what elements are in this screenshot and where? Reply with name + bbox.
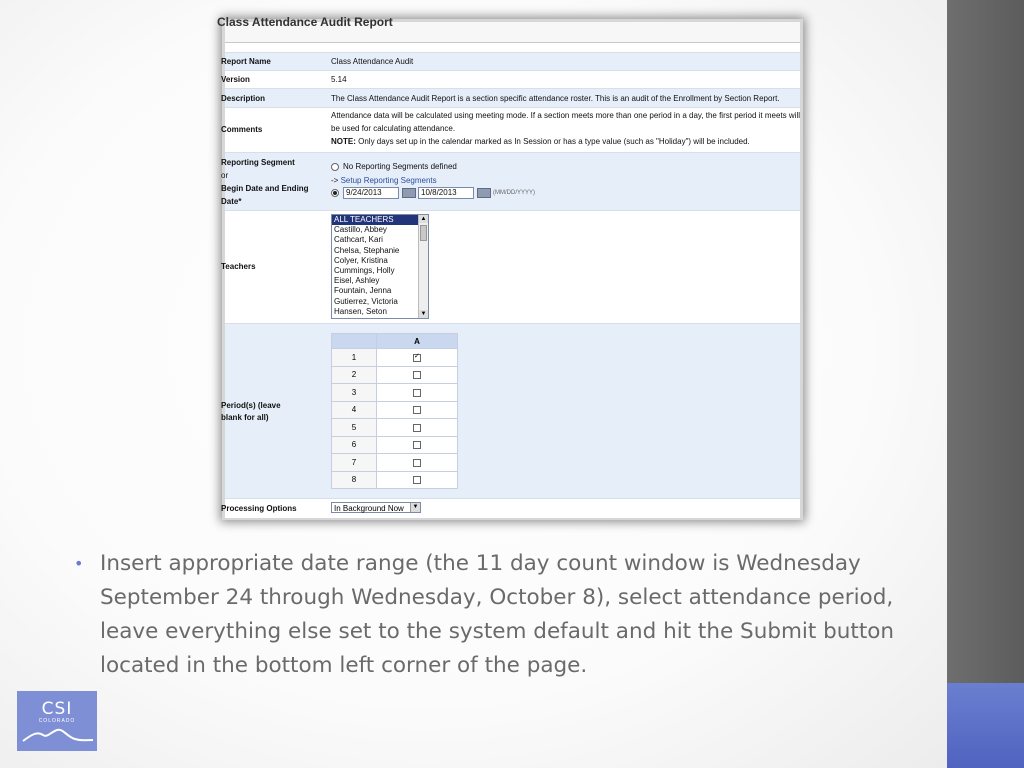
period-checkbox[interactable] [413,459,421,467]
logo-state-text: COLORADO [38,718,76,724]
period-checkbox[interactable] [413,371,421,379]
instruction-text: Insert appropriate date range (the 11 day count window is Wednesday September 24 through Wednesday, October 8), select attendance period, leave everything else set to the system default and hit the Submit button located in the bottom left corner of the page. [100,551,895,678]
table-row [332,436,458,454]
version-label: Version [221,75,250,84]
processing-options-value: In Background Now [334,504,404,513]
scroll-up-icon[interactable]: ▲ [420,216,427,222]
list-item[interactable]: Colyer, Kristina [334,255,388,265]
table-row [332,366,458,384]
period-number: 1 [332,349,377,367]
teachers-listbox[interactable] [331,214,429,319]
calendar-icon[interactable] [402,188,416,198]
date-format-hint: (MM/DD/YYYY) [493,190,535,196]
scroll-thumb[interactable] [420,225,427,241]
begin-end-label: Begin Date and Ending [221,184,309,193]
date-label: Date* [221,197,242,206]
table-row [332,471,458,489]
periods-label-line-2: blank for all) [221,413,269,422]
setup-segments-line [331,176,437,185]
right-sidebar-bar [947,0,1024,768]
reporting-segment-row [221,152,800,210]
or-label: or [221,171,229,180]
teachers-label: Teachers [221,262,256,271]
calendar-icon[interactable] [477,188,491,198]
chevron-down-icon[interactable]: ▼ [410,503,420,512]
periods-row [221,323,800,498]
date-range-radio[interactable] [331,189,339,197]
report-name-label: Report Name [221,57,271,66]
setup-arrow: -> [331,176,339,185]
period-number: 8 [332,471,377,489]
periods-corner [332,334,377,349]
scroll-down-icon[interactable]: ▼ [420,311,427,317]
table-row [332,384,458,402]
comments-note-text: Only days set up in the calendar marked as In Session or has a type value (such as "Holiday") will be included. [355,137,750,146]
table-row [332,454,458,472]
teachers-scrollbar[interactable] [418,215,428,318]
period-checkbox[interactable] [413,389,421,397]
setup-segments-link[interactable]: Setup Reporting Segments [340,176,437,185]
bullet-icon: • [74,554,84,573]
report-title: Class Attendance Audit Report [217,15,393,29]
no-segments-option[interactable] [331,162,457,171]
mountain-icon [17,691,97,751]
period-number: 7 [332,454,377,472]
period-number: 5 [332,419,377,437]
table-row [332,401,458,419]
comments-row [221,107,800,152]
list-item[interactable]: Cathcart, Kari [334,235,383,245]
list-item[interactable]: Hansen, Seton [334,306,387,316]
period-number: 6 [332,436,377,454]
table-row [332,349,458,367]
period-number: 4 [332,401,377,419]
description-value: The Class Attendance Audit Report is a section specific attendance roster. This is an audit of the Enrollment by Section Report. [331,94,780,103]
table-row [332,419,458,437]
sidebar-accent-block [947,683,1024,768]
no-segments-text: No Reporting Segments defined [343,162,457,171]
list-item[interactable]: Eisel, Ashley [334,276,380,286]
comments-note [331,137,750,146]
list-item[interactable]: Chelsa, Stephanie [334,245,400,255]
period-number: 3 [332,384,377,402]
comments-line-2: be used for calculating attendance. [331,124,456,133]
comments-label: Comments [221,125,263,134]
csi-colorado-logo [17,691,97,751]
end-date-input[interactable]: 10/8/2013 [418,187,474,199]
no-segments-radio[interactable] [331,163,339,171]
comments-note-label: NOTE: [331,137,356,146]
comments-line-1: Attendance data will be calculated using meeting mode. If a section meets more than one period in a day, the first period it meets will [331,111,800,120]
date-range-option [331,187,535,199]
processing-options-select[interactable] [331,502,421,513]
teachers-row [221,210,800,323]
periods-label-line-1: Period(s) (leave [221,401,281,410]
list-item[interactable]: Castillo, Abbey [334,225,387,235]
period-checkbox[interactable] [413,424,421,432]
period-checkbox[interactable] [413,354,421,362]
list-item[interactable]: Gutierrez, Victoria [334,296,398,306]
report-header [217,15,800,43]
instruction-bullet [74,547,934,683]
description-label: Description [221,94,266,103]
logo-csi-text: CSI [41,699,73,719]
periods-table [331,333,458,489]
periods-column-header: A [377,334,458,349]
period-number: 2 [332,366,377,384]
report-name-value: Class Attendance Audit [331,57,414,66]
period-checkbox[interactable] [413,476,421,484]
description-row [221,88,800,107]
version-value: 5.14 [331,75,347,84]
report-screenshot [217,15,800,517]
list-item[interactable]: Fountain, Jenna [334,286,392,296]
period-checkbox[interactable] [413,406,421,414]
processing-options-label: Processing Options [221,504,297,513]
list-item[interactable]: Cummings, Holly [334,265,395,275]
list-item[interactable]: ALL TEACHERS [332,215,428,225]
processing-options-row [221,498,800,518]
report-name-row [221,52,800,70]
period-checkbox[interactable] [413,441,421,449]
version-row [221,70,800,88]
begin-date-input[interactable]: 9/24/2013 [343,187,399,199]
reporting-segment-label: Reporting Segment [221,158,295,167]
